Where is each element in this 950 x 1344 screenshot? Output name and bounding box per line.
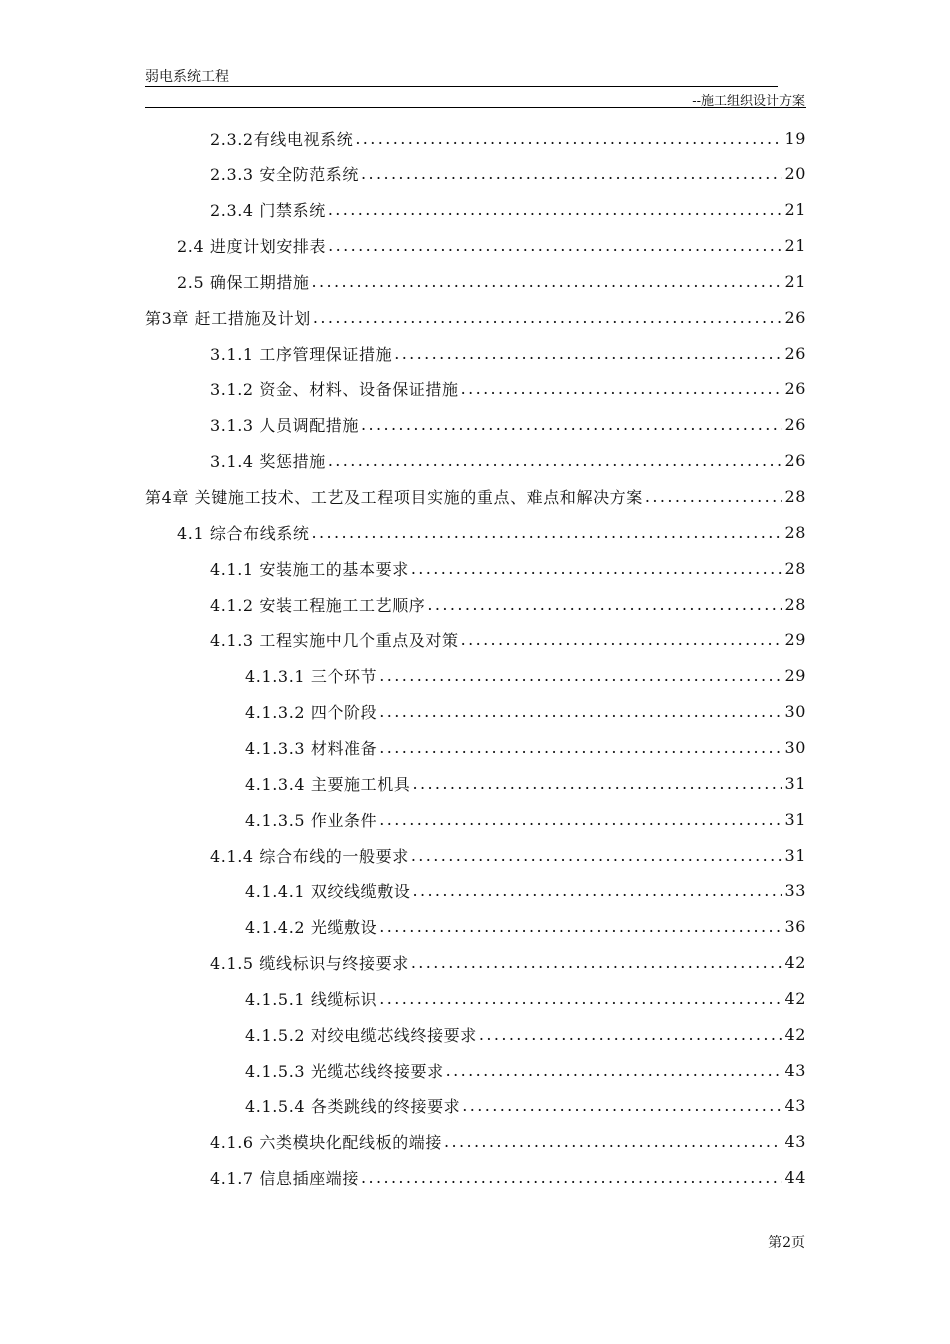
toc-entry-title: 2.5 确保工期措施 bbox=[177, 272, 310, 292]
toc-dot-leader bbox=[427, 595, 782, 614]
toc-entry-page: 28 bbox=[784, 522, 806, 542]
toc-dot-leader bbox=[312, 272, 783, 291]
toc-entry-page: 29 bbox=[784, 666, 806, 686]
toc-dot-leader bbox=[313, 308, 783, 327]
toc-entry[interactable] bbox=[210, 443, 806, 479]
toc-entry-page: 21 bbox=[784, 236, 806, 256]
toc-entry[interactable] bbox=[245, 1052, 806, 1088]
toc-entry-page: 26 bbox=[784, 379, 806, 399]
toc-entry-title: 2.3.4 门禁系统 bbox=[210, 201, 326, 221]
toc-entry[interactable] bbox=[210, 371, 806, 407]
toc-dot-leader bbox=[379, 917, 782, 936]
toc-entry-title: 4.1.6 六类模块化配线板的端接 bbox=[210, 1133, 442, 1153]
toc-entry[interactable] bbox=[210, 407, 806, 443]
toc-entry-title: 4.1.5.2 对绞电缆芯线终接要求 bbox=[245, 1025, 477, 1045]
toc-entry-page: 43 bbox=[784, 1132, 806, 1152]
toc-dot-leader bbox=[361, 415, 782, 434]
toc-entry-title: 3.1.2 资金、材料、设备保证措施 bbox=[210, 380, 459, 400]
toc-entry-page: 28 bbox=[784, 594, 806, 614]
toc-entry-title: 4.1.3.1 三个环节 bbox=[245, 667, 378, 687]
toc-entry-title: 4.1.5.1 线缆标识 bbox=[245, 989, 378, 1009]
toc-dot-leader bbox=[645, 487, 783, 506]
toc-entry[interactable] bbox=[177, 228, 806, 264]
toc-entry-title: 4.1.5.4 各类跳线的终接要求 bbox=[245, 1097, 461, 1117]
toc-dot-leader bbox=[411, 559, 783, 578]
toc-dot-leader bbox=[379, 810, 782, 829]
toc-entry[interactable] bbox=[245, 801, 806, 837]
toc-entry-page: 33 bbox=[784, 881, 806, 901]
toc-entry-page: 43 bbox=[784, 1096, 806, 1116]
toc-entry-title: 4.1.4 综合布线的一般要求 bbox=[210, 846, 409, 866]
toc-dot-leader bbox=[379, 989, 782, 1008]
toc-entry[interactable] bbox=[245, 765, 806, 801]
toc-entry-title: 3.1.1 工序管理保证措施 bbox=[210, 344, 393, 364]
toc-entry-title: 4.1 综合布线系统 bbox=[177, 523, 310, 543]
toc-dot-leader bbox=[411, 953, 783, 972]
toc-dot-leader bbox=[379, 666, 782, 685]
toc-entry[interactable] bbox=[210, 1124, 806, 1160]
toc-entry-page: 28 bbox=[784, 487, 806, 506]
toc-entry-page: 44 bbox=[784, 1168, 806, 1188]
toc-entry-page: 30 bbox=[784, 702, 806, 722]
toc-dot-leader bbox=[444, 1132, 782, 1151]
toc-entry-title: 3.1.4 奖惩措施 bbox=[210, 452, 326, 472]
toc-entry-title: 4.1.5 缆线标识与终接要求 bbox=[210, 954, 409, 974]
toc-entry[interactable] bbox=[210, 586, 806, 622]
page-number: 第2页 bbox=[768, 1235, 805, 1251]
toc-entry-title: 4.1.4.2 光缆敷设 bbox=[245, 918, 378, 938]
toc-entry-page: 26 bbox=[784, 451, 806, 471]
toc-entry[interactable] bbox=[145, 479, 806, 515]
toc-entry-title: 第4章 关键施工技术、工艺及工程项目实施的重点、难点和解决方案 bbox=[145, 488, 643, 507]
toc-entry-page: 20 bbox=[784, 164, 806, 184]
toc-dot-leader bbox=[379, 702, 782, 721]
header-rule-top bbox=[145, 86, 778, 87]
toc-entry[interactable] bbox=[245, 909, 806, 945]
toc-entry[interactable] bbox=[245, 729, 806, 765]
toc-entry-title: 4.1.4.1 双绞线缆敷设 bbox=[245, 882, 411, 902]
toc-entry[interactable] bbox=[245, 694, 806, 730]
toc-dot-leader bbox=[328, 451, 783, 470]
toc-entry[interactable] bbox=[210, 945, 806, 981]
toc-entry-page: 36 bbox=[784, 917, 806, 937]
document-header-subtitle: --施工组织设计方案 bbox=[692, 94, 805, 109]
toc-entry[interactable] bbox=[210, 120, 806, 156]
toc-entry-title: 4.1.3 工程实施中几个重点及对策 bbox=[210, 631, 459, 651]
toc-entry[interactable] bbox=[245, 873, 806, 909]
toc-entry-page: 26 bbox=[784, 343, 806, 363]
toc-entry-title: 2.3.2有线电视系统 bbox=[210, 129, 354, 149]
toc-dot-leader bbox=[412, 774, 782, 793]
toc-dot-leader bbox=[355, 129, 782, 148]
toc-entry-page: 21 bbox=[784, 200, 806, 220]
toc-dot-leader bbox=[328, 200, 783, 219]
toc-entry[interactable] bbox=[245, 1088, 806, 1124]
toc-entry-title: 4.1.2 安装工程施工工艺顺序 bbox=[210, 595, 426, 615]
toc-entry[interactable] bbox=[245, 1016, 806, 1052]
toc-entry-title: 4.1.3.3 材料准备 bbox=[245, 738, 378, 758]
document-header-title: 弱电系统工程 bbox=[145, 69, 229, 85]
toc-entry[interactable] bbox=[210, 622, 806, 658]
toc-dot-leader bbox=[412, 881, 782, 900]
toc-entry-page: 26 bbox=[784, 307, 806, 327]
toc-entry-title: 4.1.3.5 作业条件 bbox=[245, 810, 378, 830]
toc-entry-title: 4.1.7 信息插座端接 bbox=[210, 1169, 359, 1189]
toc-entry[interactable] bbox=[210, 550, 806, 586]
toc-entry-page: 26 bbox=[784, 415, 806, 435]
toc-dot-leader bbox=[461, 630, 783, 649]
toc-dot-leader bbox=[312, 523, 783, 542]
toc-entry-page: 31 bbox=[784, 773, 806, 793]
header-rule-bottom bbox=[145, 107, 806, 108]
toc-entry[interactable] bbox=[145, 299, 806, 335]
toc-entry-title: 2.4 进度计划安排表 bbox=[177, 237, 327, 257]
toc-entry-page: 30 bbox=[784, 737, 806, 757]
toc-entry-title: 3.1.3 人员调配措施 bbox=[210, 416, 359, 436]
toc-entry-title: 第3章 赶工措施及计划 bbox=[145, 308, 311, 328]
toc-dot-leader bbox=[361, 1168, 782, 1187]
toc-entry[interactable] bbox=[210, 837, 806, 873]
toc-dot-leader bbox=[361, 164, 782, 183]
toc-entry-page: 19 bbox=[784, 128, 806, 148]
toc-entry[interactable] bbox=[210, 156, 806, 192]
toc-dot-leader bbox=[328, 236, 782, 255]
toc-dot-leader bbox=[411, 846, 783, 865]
toc-entry-page: 43 bbox=[784, 1060, 806, 1080]
toc-entry-page: 42 bbox=[784, 988, 806, 1008]
toc-entry-title: 4.1.3.4 主要施工机具 bbox=[245, 774, 411, 794]
toc-entry-page: 31 bbox=[784, 809, 806, 829]
toc-entry[interactable] bbox=[210, 192, 806, 228]
toc-entry-page: 42 bbox=[784, 953, 806, 973]
toc-entry-page: 29 bbox=[784, 630, 806, 650]
toc-dot-leader bbox=[479, 1025, 783, 1044]
toc-entry-title: 2.3.3 安全防范系统 bbox=[210, 165, 359, 185]
toc-dot-leader bbox=[446, 1061, 783, 1080]
toc-entry[interactable] bbox=[177, 263, 806, 299]
toc-dot-leader bbox=[379, 738, 782, 757]
toc-entry-page: 31 bbox=[784, 845, 806, 865]
toc-entry-page: 42 bbox=[784, 1024, 806, 1044]
toc-entry[interactable] bbox=[210, 1160, 806, 1196]
toc-entry-title: 4.1.5.3 光缆芯线终接要求 bbox=[245, 1061, 444, 1081]
toc-entry-page: 21 bbox=[784, 271, 806, 291]
toc-entry[interactable] bbox=[245, 980, 806, 1016]
toc-entry[interactable] bbox=[245, 658, 806, 694]
toc-entry[interactable] bbox=[210, 335, 806, 371]
toc-entry-title: 4.1.3.2 四个阶段 bbox=[245, 703, 378, 723]
toc-entry-title: 4.1.1 安装施工的基本要求 bbox=[210, 559, 409, 579]
toc-dot-leader bbox=[394, 344, 782, 363]
toc-dot-leader bbox=[462, 1096, 782, 1115]
toc-entry-page: 28 bbox=[784, 558, 806, 578]
toc-dot-leader bbox=[461, 379, 783, 398]
toc-entry[interactable] bbox=[177, 514, 806, 550]
